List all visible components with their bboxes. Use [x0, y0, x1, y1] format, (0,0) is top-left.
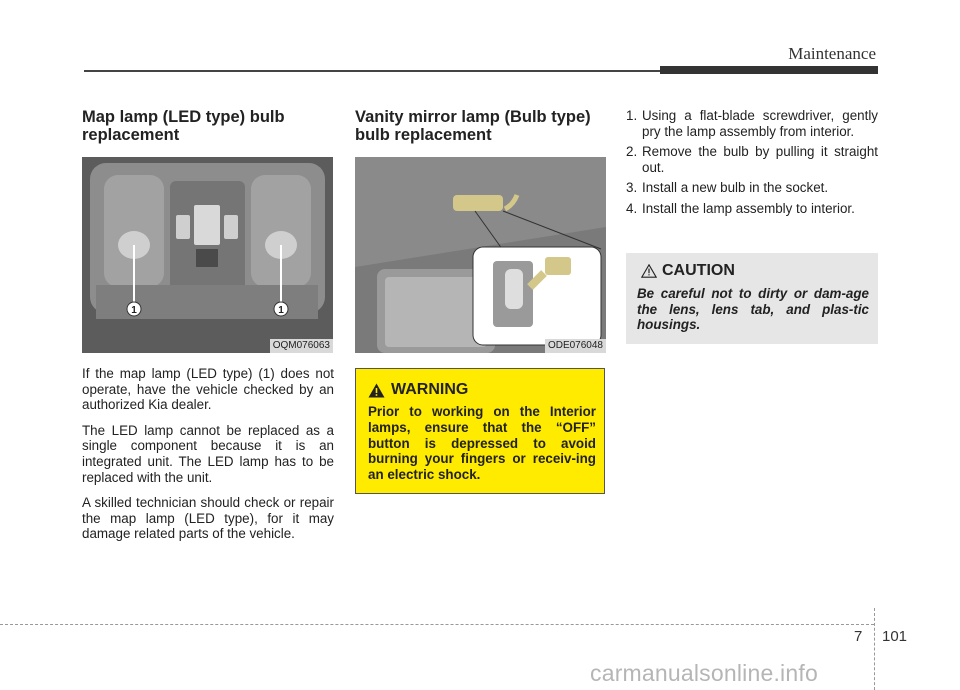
step-text: Install a new bulb in the socket.	[642, 180, 829, 196]
footer-dashed-rule	[0, 624, 874, 625]
step-text: Remove the bulb by pulling it straight out.	[642, 144, 878, 175]
caution-text: Be careful not to dirty or dam-age the lens, lens tab, and plas-tic housings.	[637, 286, 869, 333]
steps-list	[626, 108, 878, 217]
list-item	[626, 180, 878, 196]
list-item	[626, 108, 878, 139]
step-text: Using a flat-blade screwdriver, gently pry the lamp assembly from interior.	[642, 108, 878, 139]
warning-triangle-icon	[368, 383, 385, 398]
caution-title: CAUTION	[662, 262, 735, 279]
watermark: carmanualsonline.info	[590, 660, 818, 686]
callout-1-left: 1	[131, 305, 137, 316]
paragraph: If the map lamp (LED type) (1) does not operate, have the vehicle checked by an authorized Kia dealer.	[82, 366, 334, 413]
step-number: 4.	[626, 200, 638, 216]
warning-box	[355, 368, 605, 494]
caution-triangle-icon	[641, 264, 657, 278]
map-lamp-text	[82, 366, 334, 552]
paragraph: The LED lamp cannot be replaced as a single component because it is an integrated unit. The LED lamp has to be replaced with the unit.	[82, 422, 334, 485]
list-item	[626, 201, 878, 217]
list-item	[626, 144, 878, 175]
warning-title: WARNING	[391, 381, 469, 398]
warning-title-row	[368, 381, 468, 399]
page-number: 101	[882, 628, 908, 645]
callout-1-right: 1	[278, 305, 284, 316]
map-lamp-figure	[82, 157, 333, 353]
header-bar	[660, 66, 878, 74]
step-number: 3.	[626, 180, 638, 196]
middle-column	[355, 108, 607, 144]
caution-box	[626, 253, 878, 344]
footer-vertical-rule	[874, 608, 875, 690]
paragraph: A skilled technician should check or repair the map lamp (LED type), for it may damage related parts of the vehicle.	[82, 495, 334, 542]
chapter-number: 7	[854, 628, 863, 645]
warning-text: Prior to working on the Interior lamps, ensure that the “OFF” button is depressed to avoid burning your fingers or receiv-ing an electric shock.	[368, 404, 596, 483]
step-text: Install the lamp assembly to interior.	[642, 200, 855, 216]
vanity-lamp-heading: Vanity mirror lamp (Bulb type) bulb replacement	[355, 108, 591, 144]
step-number: 2.	[626, 144, 638, 160]
steps-column	[626, 108, 878, 222]
step-number: 1.	[626, 108, 638, 123]
caution-title-row	[641, 262, 735, 280]
vanity-lamp-figure	[355, 157, 606, 353]
map-lamp-heading: Map lamp (LED type) bulb replacement	[82, 108, 285, 144]
section-title: Maintenance	[788, 44, 876, 63]
figure-code: ODE076048	[545, 339, 606, 353]
left-column	[82, 108, 334, 144]
header-rule	[84, 70, 660, 72]
figure-code: OQM076063	[270, 339, 333, 353]
